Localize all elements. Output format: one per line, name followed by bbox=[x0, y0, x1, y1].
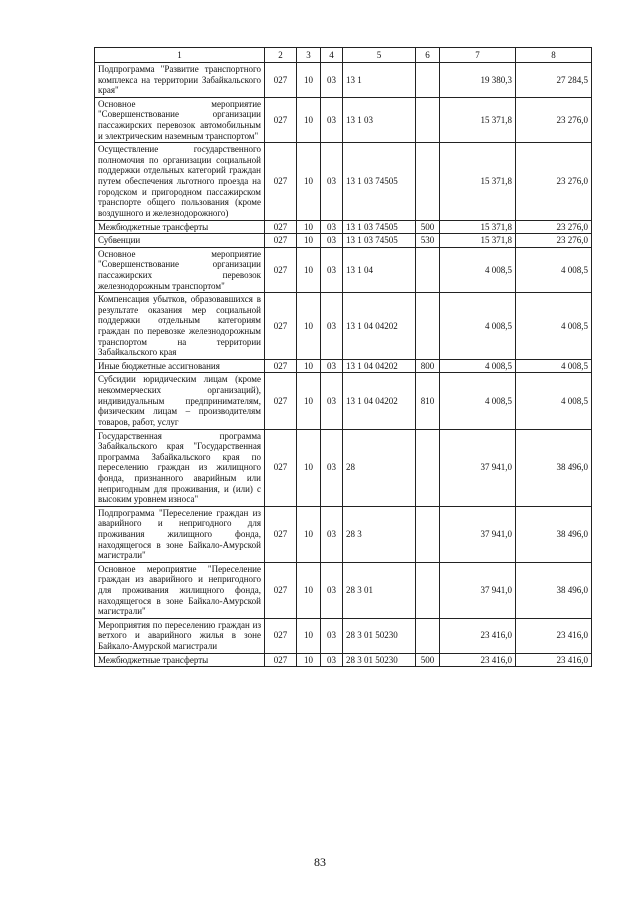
row-value-year2-cell: 23 416,0 bbox=[516, 618, 592, 653]
row-expense-type-cell bbox=[416, 293, 440, 360]
row-expense-type-cell bbox=[416, 143, 440, 220]
row-code-cell: 027 bbox=[265, 143, 297, 220]
row-article-cell: 28 bbox=[343, 429, 416, 506]
row-code-cell: 027 bbox=[265, 234, 297, 248]
row-name-cell: Основное мероприятие "Переселение граждан из аварийного и непригодного для проживания жилищного фонда, находящегося в зоне Байкало-Амурской магистрали" bbox=[95, 562, 265, 618]
row-value-year1-cell: 4 008,5 bbox=[440, 373, 516, 429]
row-code-cell: 027 bbox=[265, 359, 297, 373]
row-section-cell: 10 bbox=[297, 359, 321, 373]
row-subsection-cell: 03 bbox=[321, 143, 343, 220]
row-value-year2-cell: 23 276,0 bbox=[516, 97, 592, 142]
row-article-cell: 13 1 04 04202 bbox=[343, 359, 416, 373]
header-cell: 7 bbox=[440, 48, 516, 63]
row-section-cell: 10 bbox=[297, 97, 321, 142]
row-article-cell: 28 3 01 bbox=[343, 562, 416, 618]
row-value-year1-cell: 23 416,0 bbox=[440, 618, 516, 653]
header-cell: 1 bbox=[95, 48, 265, 63]
row-expense-type-cell bbox=[416, 247, 440, 292]
row-value-year1-cell: 4 008,5 bbox=[440, 247, 516, 292]
row-value-year1-cell: 4 008,5 bbox=[440, 359, 516, 373]
row-subsection-cell: 03 bbox=[321, 63, 343, 98]
budget-table bbox=[94, 47, 592, 667]
row-subsection-cell: 03 bbox=[321, 359, 343, 373]
table-row bbox=[95, 562, 592, 618]
header-cell: 5 bbox=[343, 48, 416, 63]
row-value-year2-cell: 23 276,0 bbox=[516, 220, 592, 234]
row-value-year2-cell: 4 008,5 bbox=[516, 247, 592, 292]
row-section-cell: 10 bbox=[297, 429, 321, 506]
row-section-cell: 10 bbox=[297, 618, 321, 653]
row-value-year1-cell: 15 371,8 bbox=[440, 97, 516, 142]
row-article-cell: 28 3 01 50230 bbox=[343, 618, 416, 653]
row-value-year1-cell: 37 941,0 bbox=[440, 562, 516, 618]
table-row bbox=[95, 359, 592, 373]
table-row bbox=[95, 220, 592, 234]
row-section-cell: 10 bbox=[297, 220, 321, 234]
row-name-cell: Мероприятия по переселению граждан из ветхого и аварийного жилья в зоне Байкало-Амурской магистрали bbox=[95, 618, 265, 653]
row-article-cell: 28 3 01 50230 bbox=[343, 653, 416, 667]
row-name-cell: Компенсация убытков, образовавшихся в результате оказания мер социальной поддержки отдельным категориям граждан по перевозке железнодорожным транспортом на территории Забайкальского края bbox=[95, 293, 265, 360]
row-expense-type-cell bbox=[416, 562, 440, 618]
row-code-cell: 027 bbox=[265, 429, 297, 506]
page-number: 83 bbox=[314, 855, 326, 869]
row-section-cell: 10 bbox=[297, 653, 321, 667]
row-expense-type-cell: 800 bbox=[416, 359, 440, 373]
row-value-year1-cell: 37 941,0 bbox=[440, 506, 516, 562]
row-subsection-cell: 03 bbox=[321, 373, 343, 429]
row-expense-type-cell bbox=[416, 618, 440, 653]
table-row bbox=[95, 506, 592, 562]
row-subsection-cell: 03 bbox=[321, 247, 343, 292]
row-article-cell: 13 1 03 74505 bbox=[343, 143, 416, 220]
row-section-cell: 10 bbox=[297, 373, 321, 429]
row-article-cell: 13 1 04 04202 bbox=[343, 373, 416, 429]
row-name-cell: Государственная программа Забайкальского края "Государственная программа Забайкальского края по переселению граждан из жилищного фонда, признанного аварийным или непригодным для проживания, и (или) с высоким уровнем износа" bbox=[95, 429, 265, 506]
row-code-cell: 027 bbox=[265, 618, 297, 653]
row-expense-type-cell bbox=[416, 97, 440, 142]
row-subsection-cell: 03 bbox=[321, 562, 343, 618]
row-value-year2-cell: 38 496,0 bbox=[516, 506, 592, 562]
row-value-year2-cell: 23 276,0 bbox=[516, 234, 592, 248]
table-row bbox=[95, 234, 592, 248]
row-subsection-cell: 03 bbox=[321, 653, 343, 667]
row-value-year1-cell: 4 008,5 bbox=[440, 293, 516, 360]
row-code-cell: 027 bbox=[265, 293, 297, 360]
row-expense-type-cell bbox=[416, 429, 440, 506]
row-value-year2-cell: 4 008,5 bbox=[516, 359, 592, 373]
table-row bbox=[95, 247, 592, 292]
row-section-cell: 10 bbox=[297, 63, 321, 98]
row-article-cell: 13 1 03 74505 bbox=[343, 234, 416, 248]
header-cell: 8 bbox=[516, 48, 592, 63]
header-cell: 4 bbox=[321, 48, 343, 63]
row-code-cell: 027 bbox=[265, 653, 297, 667]
row-name-cell: Межбюджетные трансферты bbox=[95, 653, 265, 667]
row-section-cell: 10 bbox=[297, 293, 321, 360]
table-header-row bbox=[95, 48, 592, 63]
row-subsection-cell: 03 bbox=[321, 429, 343, 506]
row-section-cell: 10 bbox=[297, 234, 321, 248]
table-row bbox=[95, 373, 592, 429]
row-name-cell: Межбюджетные трансферты bbox=[95, 220, 265, 234]
row-value-year2-cell: 4 008,5 bbox=[516, 293, 592, 360]
row-article-cell: 13 1 bbox=[343, 63, 416, 98]
table-row bbox=[95, 97, 592, 142]
table-row bbox=[95, 618, 592, 653]
header-cell: 6 bbox=[416, 48, 440, 63]
row-value-year1-cell: 19 380,3 bbox=[440, 63, 516, 98]
row-expense-type-cell bbox=[416, 506, 440, 562]
row-subsection-cell: 03 bbox=[321, 293, 343, 360]
row-subsection-cell: 03 bbox=[321, 506, 343, 562]
row-article-cell: 13 1 03 74505 bbox=[343, 220, 416, 234]
row-value-year1-cell: 37 941,0 bbox=[440, 429, 516, 506]
row-code-cell: 027 bbox=[265, 373, 297, 429]
table-row bbox=[95, 63, 592, 98]
row-name-cell: Подпрограмма "Развитие транспортного комплекса на территории Забайкальского края" bbox=[95, 63, 265, 98]
row-code-cell: 027 bbox=[265, 220, 297, 234]
row-name-cell: Основное мероприятие "Совершенствование организации пассажирских перевозок железнодорожным транспортом" bbox=[95, 247, 265, 292]
row-article-cell: 28 3 bbox=[343, 506, 416, 562]
row-code-cell: 027 bbox=[265, 506, 297, 562]
row-value-year2-cell: 23 416,0 bbox=[516, 653, 592, 667]
row-expense-type-cell: 810 bbox=[416, 373, 440, 429]
row-name-cell: Осуществление государственного полномочия по организации социальной поддержки отдельных категорий граждан путем обеспечения льготного проезда на городском и пригородном пассажирском транспорте общего пользования (кроме воздушного и железнодорожного) bbox=[95, 143, 265, 220]
row-section-cell: 10 bbox=[297, 247, 321, 292]
row-article-cell: 13 1 04 bbox=[343, 247, 416, 292]
row-section-cell: 10 bbox=[297, 506, 321, 562]
row-article-cell: 13 1 03 bbox=[343, 97, 416, 142]
header-cell: 2 bbox=[265, 48, 297, 63]
row-expense-type-cell: 500 bbox=[416, 220, 440, 234]
table-row bbox=[95, 293, 592, 360]
row-name-cell: Субвенции bbox=[95, 234, 265, 248]
row-expense-type-cell: 530 bbox=[416, 234, 440, 248]
row-section-cell: 10 bbox=[297, 562, 321, 618]
row-subsection-cell: 03 bbox=[321, 618, 343, 653]
row-name-cell: Подпрограмма "Переселение граждан из аварийного и непригодного для проживания жилищного фонда, находящегося в зоне Байкало-Амурской магистрали" bbox=[95, 506, 265, 562]
row-section-cell: 10 bbox=[297, 143, 321, 220]
row-name-cell: Субсидии юридическим лицам (кроме некоммерческих организаций), индивидуальным предпринимателям, физическим лицам – производителям товаров, работ, услуг bbox=[95, 373, 265, 429]
row-code-cell: 027 bbox=[265, 247, 297, 292]
row-code-cell: 027 bbox=[265, 562, 297, 618]
row-name-cell: Основное мероприятие "Совершенствование организации пассажирских перевозок автомобильным и электрическим наземным транспортом" bbox=[95, 97, 265, 142]
table-row bbox=[95, 143, 592, 220]
row-value-year2-cell: 23 276,0 bbox=[516, 143, 592, 220]
row-value-year2-cell: 38 496,0 bbox=[516, 429, 592, 506]
row-value-year1-cell: 15 371,8 bbox=[440, 234, 516, 248]
table-row bbox=[95, 429, 592, 506]
row-name-cell: Иные бюджетные ассигнования bbox=[95, 359, 265, 373]
row-code-cell: 027 bbox=[265, 97, 297, 142]
row-expense-type-cell bbox=[416, 63, 440, 98]
row-subsection-cell: 03 bbox=[321, 97, 343, 142]
header-cell: 3 bbox=[297, 48, 321, 63]
row-subsection-cell: 03 bbox=[321, 234, 343, 248]
row-article-cell: 13 1 04 04202 bbox=[343, 293, 416, 360]
table-row bbox=[95, 653, 592, 667]
row-value-year1-cell: 15 371,8 bbox=[440, 143, 516, 220]
row-value-year2-cell: 27 284,5 bbox=[516, 63, 592, 98]
row-value-year2-cell: 4 008,5 bbox=[516, 373, 592, 429]
row-value-year1-cell: 23 416,0 bbox=[440, 653, 516, 667]
row-subsection-cell: 03 bbox=[321, 220, 343, 234]
row-code-cell: 027 bbox=[265, 63, 297, 98]
row-expense-type-cell: 500 bbox=[416, 653, 440, 667]
row-value-year2-cell: 38 496,0 bbox=[516, 562, 592, 618]
row-value-year1-cell: 15 371,8 bbox=[440, 220, 516, 234]
